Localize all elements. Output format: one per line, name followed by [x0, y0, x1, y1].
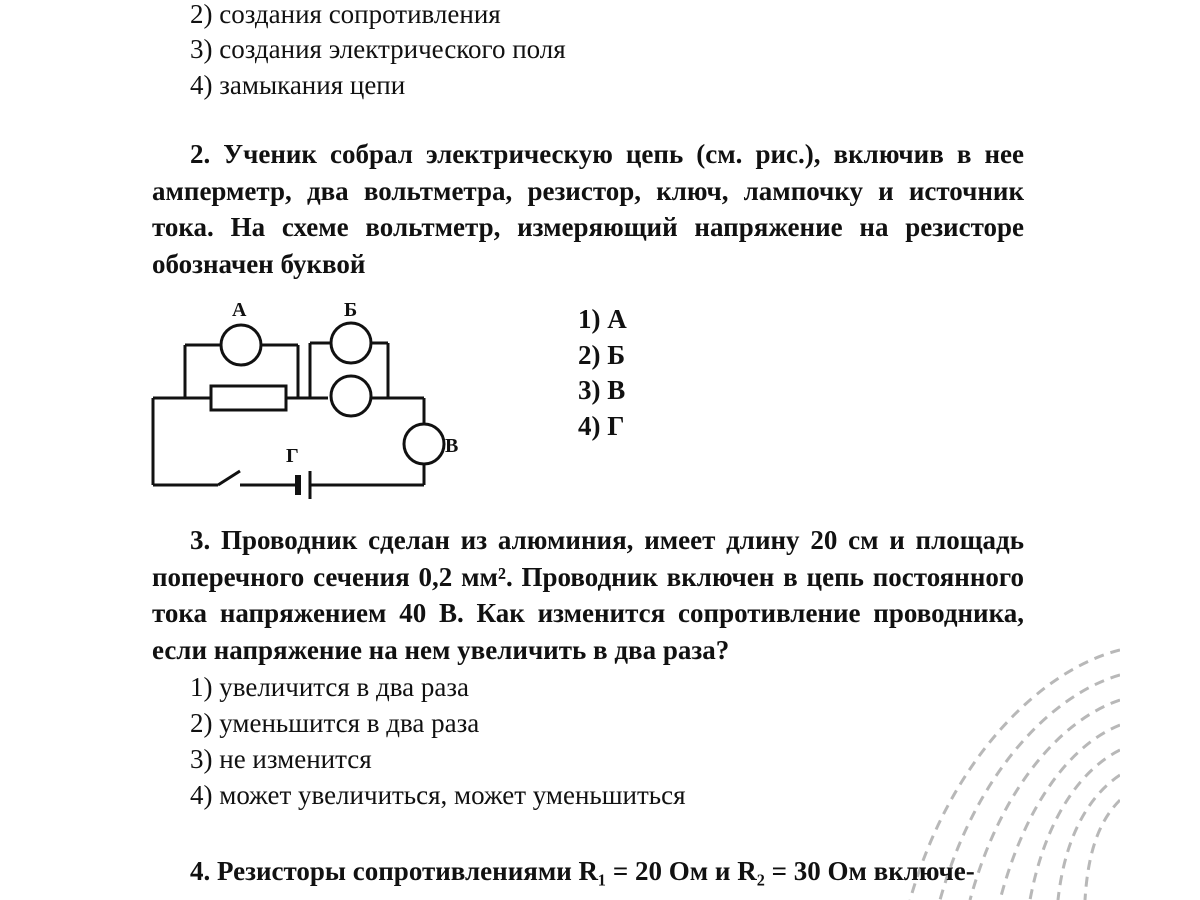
question-3-text: 3. Проводник сделан из алюминия, имеет длину 20 см и площадь поперечного сечения 0,2 мм². Проводник включен в цепь постоянного тока напряжением 40 В. Как изменится сопротивление проводника, если напряжение на нем увеличить в два раза? — [152, 525, 1024, 665]
q3-option-1: 1) увеличится в два раза — [190, 672, 470, 702]
q3-option-2: 2) уменьшится в два раза — [190, 708, 480, 738]
q2-option-3: 3) В — [578, 375, 626, 405]
q2-option-1: 1) А — [578, 304, 627, 334]
q3-option-4: 4) может увеличиться, может уменьшиться — [190, 780, 686, 810]
q1-option-2: 2) создания сопротивления — [190, 0, 501, 29]
q1-option-4: 4) замыкания цепи — [190, 70, 406, 100]
label-g: Г — [286, 445, 299, 467]
voltmeter-a — [221, 325, 261, 365]
question-2-options — [578, 302, 627, 444]
label-a: А — [232, 299, 247, 321]
question-4-text: 4. Резисторы сопротивлениями R₁ = 20 Ом и R₂ = 30 Ом включе- — [190, 856, 975, 886]
voltmeter-b — [331, 323, 371, 363]
q3-option-3: 3) не изменится — [190, 744, 372, 774]
circuit-diagram — [148, 295, 478, 505]
voltmeter-v — [404, 424, 444, 464]
label-v: В — [445, 435, 459, 457]
ammeter — [331, 376, 371, 416]
resistor — [211, 386, 286, 410]
q1-option-3: 3) создания электрического поля — [190, 34, 566, 64]
question-2-text: 2. Ученик собрал электрическую цепь (см. рис.), включив в нее амперметр, два вольтметра, резистор, ключ, лампочку и источник тока. На схеме вольтметр, измеряющий напряжение на резисторе обозначен буквой — [152, 139, 1024, 279]
q2-option-4: 4) Г — [578, 410, 625, 441]
q2-option-2: 2) Б — [578, 339, 626, 370]
label-b: Б — [344, 299, 358, 321]
